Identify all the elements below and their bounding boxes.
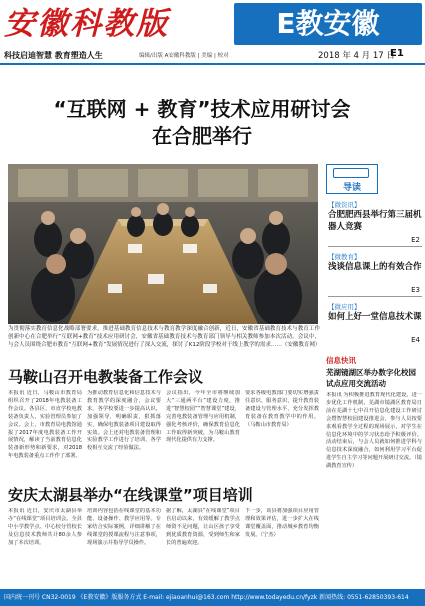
guide-box [326, 164, 378, 194]
conference-room-illustration [8, 164, 318, 324]
footer-bar: 国内统一刊号 CN32-0019 《E教安徽》版服务方式 E-mail: ejiaoanhui@163.com http://www.todayedu.cn/fyzk 新闻热线: 0551-62850393-614 [0, 589, 425, 606]
sidebar-tag-2: 【微教育】 [328, 253, 361, 261]
article-3-col-4: 下一步，该县将加强项目应用管理和效果评估，进一步扩大在线课堂覆盖面，推动城乡教育均衡发展。（宁杰） [245, 508, 319, 538]
sidebar-title-3[interactable]: 如何上好一堂信息技术课 [328, 312, 422, 322]
news-flash-header: 信息快讯 [326, 356, 356, 365]
sidebar-ref-3: E4 [411, 336, 420, 344]
editor-line: 编辑/出版 A安徽科教版 | 美编 | 校对 [139, 53, 229, 59]
masthead [0, 0, 425, 68]
sidebar-title-1[interactable]: 合肥肥西县举行第三届机器人竞赛 [328, 210, 422, 232]
article-3-col-1: 本报讯 近日，安庆市太湖县举办“在线课堂”项目培训会。全县中小学教学点、中心校分管校长及信息技术教师共计80余人参加了本次培训。 [8, 508, 82, 546]
sidebar-ref-1: E2 [411, 236, 420, 244]
article-2-col-3: 会议指出，今年全市将继续加大“三通两平台”建设力度，推进“智慧校园”“智慧课堂”建设，完善电教装备管理与应用机制，强化考核评价，确保教育信息化工作取得新突破，为马鞍山教育现代化提供有力支撑。 [166, 390, 240, 444]
section-badge: E教安徽 [234, 3, 422, 45]
article-3-title: 安庆太湖县举办“在线课堂”项目培训 [8, 486, 253, 504]
sidebar-title-2[interactable]: 浅谈信息课上的有效合作 [328, 262, 422, 272]
article-2-col-4: 要求各级电教部门要切实增强责任意识、服务意识，提升教育装备建设与管理水平，充分发挥教育装备在教育教学中的作用。（马鞍山市教育局） [245, 390, 319, 428]
book-icon [333, 168, 369, 178]
article-3-col-3: 据了解，太湖县“在线课堂”项目自启动以来，有效缓解了教学点师资不足问题，让山区孩子享受到优质教育资源，受到师生和家长的普遍欢迎。 [166, 508, 240, 546]
article-2-col-1: 本报讯 近日，马鞍山市教育局组织召开了2018年电教装备工作会议。各县区、市直学校电教装备负责人、实验管理员参加了会议。会上，市教育局电教馆通报了2017年度电教装备工作开展情况，解读了当前教育信息化装备新形势和新要求，对2018年电教装备重点工作作了部署。 [8, 390, 82, 460]
sidebar-tag-1: 【微资讯】 [328, 201, 361, 209]
news-flash-body: 本报讯 为积极推进教育现代化建设，进一步优化工作机制，芜湖市镜湖区教育局日前在芜湖十七中召开信息化建设工作研讨会暨智慧校园建设推进会，参与人员按要求观看教学全过程的现场展示，对学生在信息化环境中的学习状态给予积极评价。活动结束后，与会人员就如何推进学科与信息技术深度融合，如何利用学习平台促进学生自主学习等问题开展研讨交流。（镜湖教育宣传） [326, 392, 422, 470]
slogan: 科技启迪智慧 教育塑造人生 [4, 51, 103, 60]
sidebar-divider [328, 296, 422, 297]
main-headline [8, 96, 396, 150]
headline-line-2: 在合肥举行 [152, 124, 252, 148]
guide-sidebar [326, 164, 422, 354]
article-3-col-2: 培训内容包括在线课堂的基本功能、设备操作、教学应用等。专家结合实际案例，详细讲解了在线课堂的授课流程与注意事项，现场演示并指导学员操作。 [87, 508, 161, 546]
sidebar-ref-2: E3 [411, 286, 420, 294]
news-flash-title: 芜湖镜湖区举办数字化校园试点应用交流活动 [326, 368, 416, 388]
sidebar-divider [328, 246, 422, 247]
headline-line-1: “互联网 + 教育”技术应用研讨会 [53, 97, 351, 121]
guide-label: 导读 [342, 183, 361, 193]
photo-caption: 为贯彻落实教育信息化战略部署要求，推进基础教育信息技术与教育教学深度融合创新，近日，安徽省基础教育技术与教育工作创新中心在合肥举行“互联网+教育”技术应用研讨会，安徽省基础教育技术与教育部门领导与相关教师参加本次活动。会议中，与会人员围绕合肥市教育“互联网+教育”发展情况进行了深入交流，探讨了K12阶段学校对于线上教学的需求……（安徽教育网） [8, 326, 320, 348]
sidebar-tag-3: 【微应用】 [328, 303, 361, 311]
article-2-col-2: 为推动教育信息化和信息技术与教育教学的深度融合，会议要求，各学校要进一步提高认识，加强领导，明确职责，狠抓落实，确保电教装备项目建设取得实效。会上还对电教装备管理和实验教学工作进行了培训，各学校相互交流了经验做法。 [87, 390, 161, 452]
page-number: E1 [390, 48, 404, 59]
article-2-title: 马鞍山召开电教装备工作会议 [8, 368, 204, 386]
conference-photo [8, 164, 318, 324]
issue-date: 2018 年 4 月 17 日 [318, 51, 395, 61]
brand-logo: 安徽科教版 [4, 6, 169, 42]
masthead-rule [0, 63, 425, 65]
